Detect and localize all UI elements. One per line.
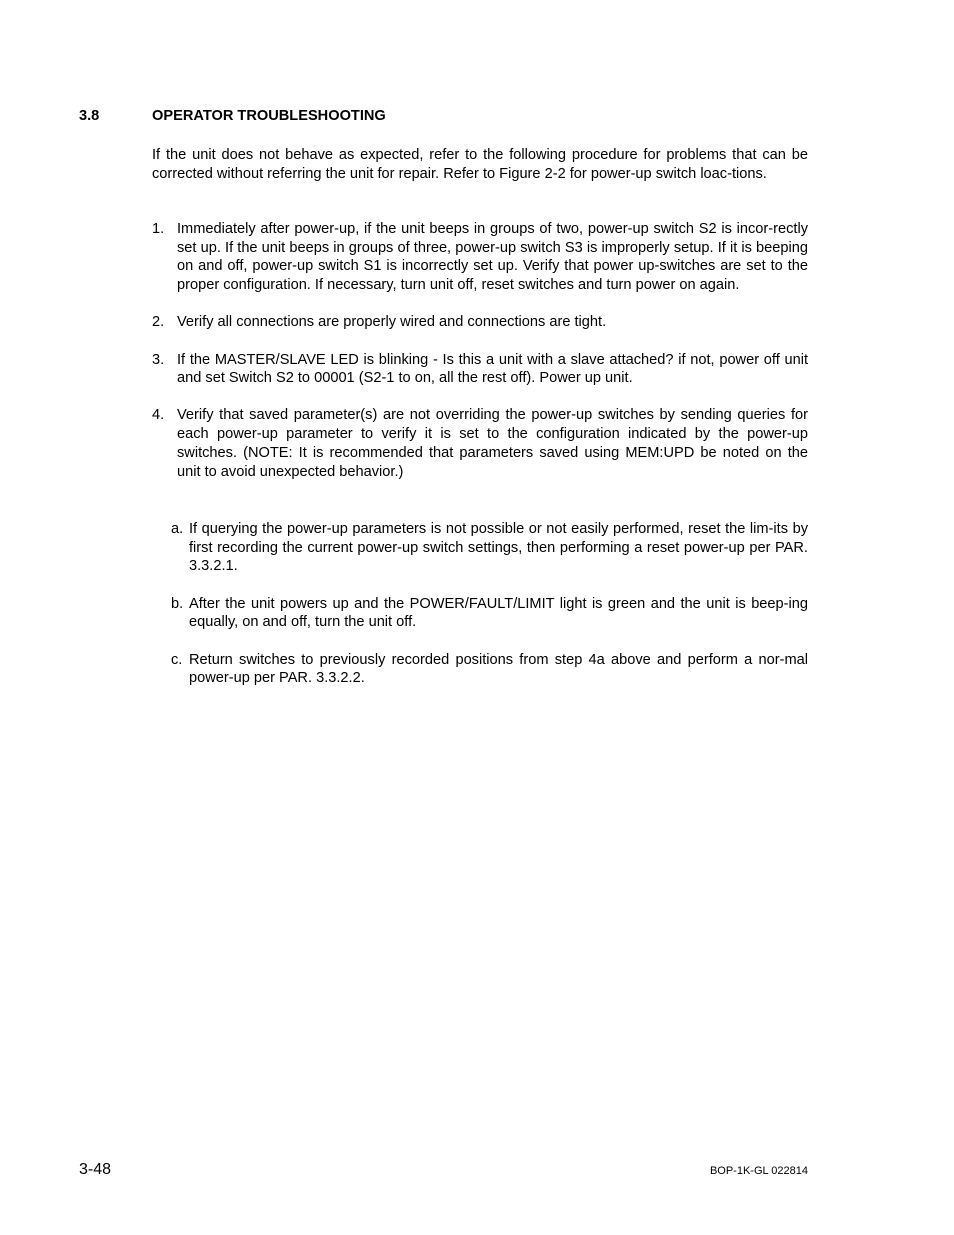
step-text: Immediately after power-up, if the unit beeps in groups of two, power-up switch S2 is incor-rectly set up. If the unit beeps in groups of three, power-up switch S3 is improperly setup. If it is beeping on and off, power-up switch S1 is incorrectly set up. Verify that power up-switches are set to the proper configuration. If necessary, turn unit off, reset switches and turn power on again. (177, 221, 808, 294)
page-number: 3-48 (79, 1161, 112, 1178)
section-number: 3.8 (79, 108, 100, 124)
substep-b (171, 595, 808, 632)
substep-marker: a. (171, 521, 184, 537)
step-text: If the MASTER/SLAVE LED is blinking - Is this a unit with a slave attached? if not, power off unit and set Switch S2 to 00001 (S2-1 to on, all the rest off). Power up unit. (177, 351, 808, 387)
step-marker: 3. (152, 351, 165, 368)
step-marker: 1. (152, 221, 165, 237)
substep-text: If querying the power-up parameters is not possible or not easily performed, reset the lim-its by first recording the current power-up switch settings, then performing a reset power-up per PAR. 3.3.2.1. (189, 521, 808, 575)
section-title: OPERATOR TROUBLESHOOTING (152, 108, 386, 124)
substep-a (171, 520, 808, 576)
substep-text: Return switches to previously recorded positions from step 4a above and perform a nor-mal power-up per PAR. 3.3.2.2. (189, 651, 808, 687)
substep-text: After the unit powers up and the POWER/FAULT/LIMIT light is green and the unit is beep-ing equally, on and off, turn the unit off. (189, 595, 808, 631)
substep-c (171, 651, 808, 688)
intro-paragraph: If the unit does not behave as expected, refer to the following procedure for problems that can be corrected without referring the unit for repair. Refer to Figure 2-2 for power-up switch loac-tions. (152, 147, 808, 182)
step-1 (152, 220, 808, 295)
step-4 (152, 406, 808, 481)
step-text: Verify all connections are properly wired and connections are tight. (177, 314, 607, 331)
troubleshooting-steps (152, 220, 808, 500)
step-4-substeps (171, 520, 808, 706)
step-marker: 2. (152, 314, 165, 331)
step-3 (152, 351, 808, 388)
substep-marker: b. (171, 595, 184, 612)
document-id: BOP-1K-GL 022814 (709, 1165, 808, 1177)
step-text: Verify that saved parameter(s) are not overriding the power-up switches by sending queries for each power-up parameter to verify it is set to the configuration indicated by the power-up switches. (NOTE: It is recommended that parameters saved using MEM:UPD be noted on the unit to avoid unexpected behavior.) (177, 407, 808, 480)
section-heading (79, 108, 386, 124)
step-2 (152, 313, 808, 332)
substep-marker: c. (171, 651, 183, 668)
step-marker: 4. (152, 407, 165, 424)
